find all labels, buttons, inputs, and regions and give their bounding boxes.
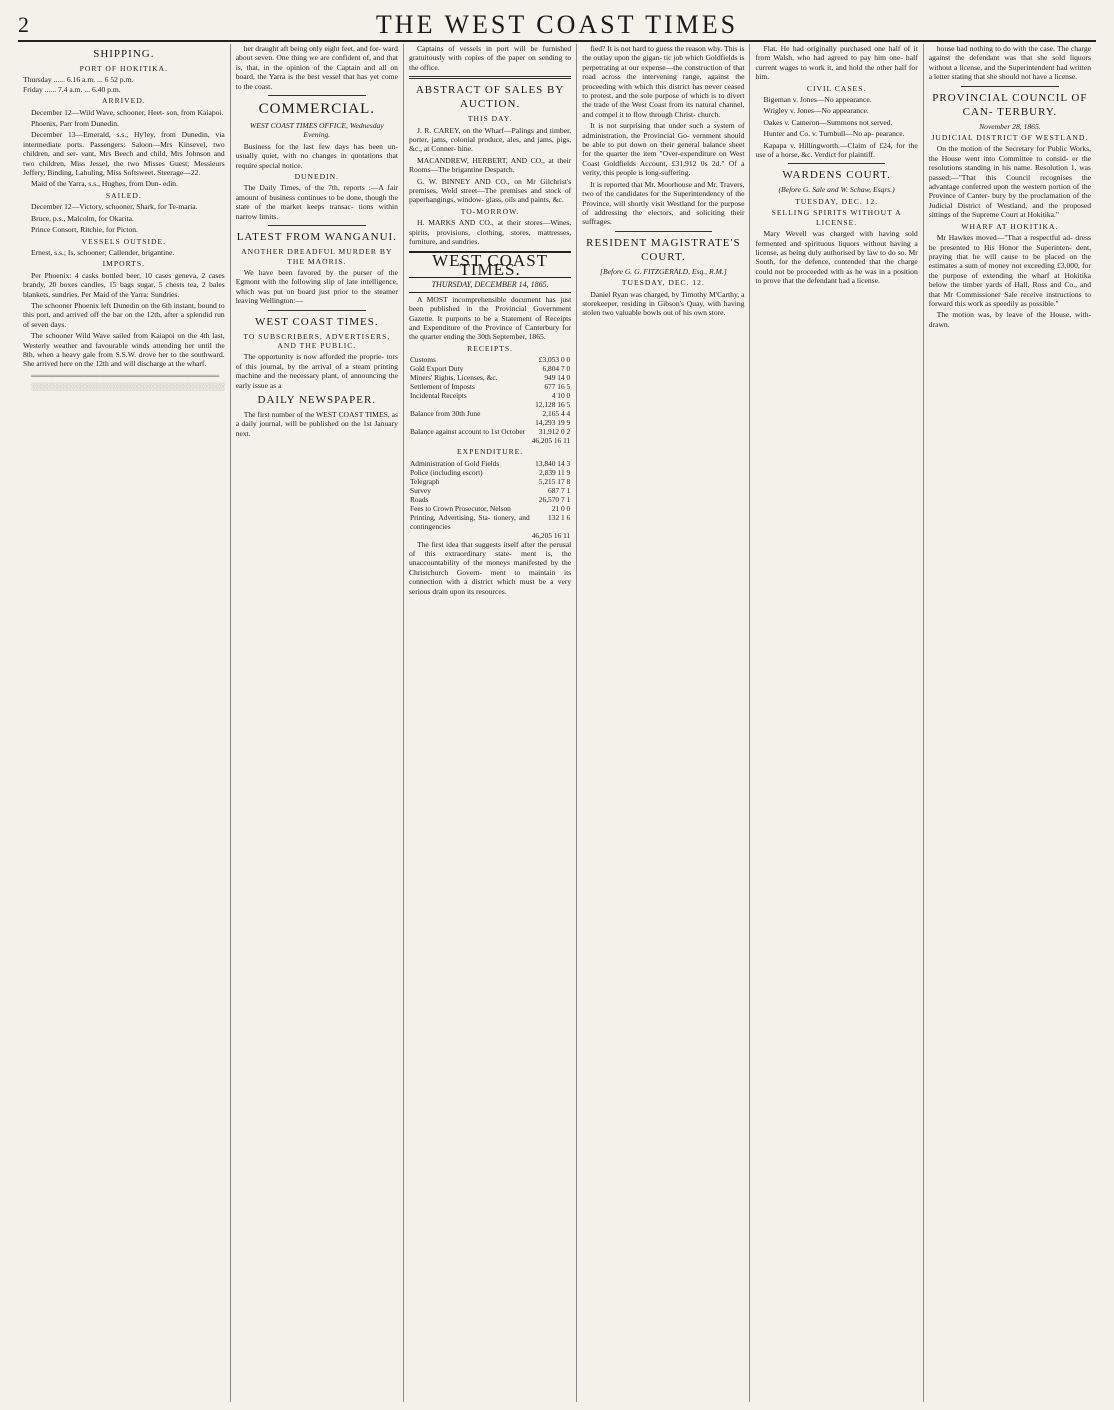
table-row [409, 418, 571, 427]
account-item: Administration of Gold Fields [409, 458, 500, 468]
account-amount: 46,205 16 11 [531, 530, 571, 540]
port-heading: PORT OF HOKITIKA. [79, 64, 169, 73]
account-amount: 6,804 7 0 [542, 364, 571, 374]
table-row [409, 477, 571, 486]
tide-row: Thursday ...... 6.16 a.m. ... 6 52 p.m. [23, 75, 134, 85]
account-amount: 2,839 11 9 [539, 467, 571, 477]
wardens-court-date: TUESDAY, DEC. 12. [795, 196, 879, 206]
expenditure-table [409, 459, 571, 540]
sailing-entry: Prince Consort, Ritchie, for Picton. [31, 225, 138, 235]
daily-newspaper-body: The first number of the WEST COAST TIMES, as a daily journal, will be published on the 1st January next. [235, 409, 398, 438]
table-row [409, 504, 571, 513]
dunedin-heading: DUNEDIN. [294, 172, 340, 182]
court-report: Flat. He had originally purchased one half of it from Walsh, who had agreed to pay him one- half current wages to work it, and hold the other half for him. [755, 44, 918, 82]
shipping-news-paragraph: The schooner Phoenix left Dunedin on the 6th instant, bound to this port, and arrived off the bar on the 12th, after a splendid run of seven days. [23, 300, 225, 329]
account-amount: 5,215 17 8 [538, 476, 571, 486]
court-report: Mary Wevell was charged with having sold fermented and spirituous liquors without having a license, as being duly authorised by law to do so. Mr South, for the defence, contended that the charge could not be proceeded with as he was in a position to prove that the defendant had a license. [755, 229, 918, 286]
sailing-entry: Bruce, p.s., Malcolm, for Okarita. [31, 213, 134, 223]
account-item: Balance from 30th June [409, 409, 481, 419]
account-item: Balance against account to 1st October [409, 427, 526, 437]
commercial-body: Business for the last few days has been un- usually quiet, with no changes in quotations that require special notice. [235, 141, 398, 170]
wardens-court-heading: WARDENS COURT. [782, 169, 891, 182]
account-amount: 26,570 7 1 [538, 494, 571, 504]
table-row [409, 513, 571, 531]
subscribers-body: The opportunity is now afforded the proprie- tors of this journal, by the arrival of a steam printing machine and the necessary plant, of announcing the early issue as a [235, 352, 398, 390]
account-item [409, 400, 530, 409]
account-amount: 949 14 0 [544, 373, 571, 383]
daily-newspaper-heading: DAILY NEWSPAPER. [257, 393, 377, 406]
auction-entry: H. MARKS AND CO., at their stores—Wines, spirits, provisions, clothing, stores, mattresses, furniture, and sundries. [408, 218, 572, 247]
page-body [18, 44, 1096, 1402]
account-item: Printing, Advertising, Sta- tionery, and contingencies [409, 512, 530, 531]
table-row [409, 436, 571, 445]
auction-entry: MACANDREW, HERBERT, AND CO., at their Rooms—The brigantine Despatch. [408, 155, 572, 175]
table-row [409, 373, 571, 382]
west-coast-times-heading: WEST COAST TIMES. [254, 315, 379, 328]
account-item: Incidental Receipts [409, 391, 467, 401]
account-amount: 677 16 5 [544, 382, 571, 392]
auction-entry: J. R. CAREY, on the Wharf—Palings and timber, porter, jams, colonial produce, ales, and jams, pigs, &c., at Conner- hine. [408, 125, 572, 154]
account-item: Telegraph [409, 476, 440, 486]
sailed-heading: SAILED. [105, 190, 142, 200]
account-item: Fees to Crown Prosecutor, Nelson [409, 503, 511, 513]
account-amount: 132 1 6 [548, 512, 571, 522]
table-row [409, 427, 571, 436]
account-amount: 12,128 16 5 [535, 400, 571, 410]
column-4 [577, 44, 750, 1402]
column-continuation: ═══════════════════════════════════ ░░░░░░░░░░░░░░░░░░░░░░░░░░░░░░░░░░░░ [31, 370, 225, 392]
provincial-council-date: November 28, 1865. [979, 121, 1041, 131]
page-number: 2 [18, 12, 29, 37]
latest-wanganui-heading: LATEST FROM WANGANUI. [236, 231, 397, 244]
subscribers-heading: TO SUBSCRIBERS, ADVERTISERS, AND THE PUBLIC. [243, 331, 391, 350]
account-item: Miners' Rights, Licenses, &c. [409, 373, 498, 383]
masthead [18, 6, 1096, 42]
tide-row: Friday ...... 7.4 a.m. ... 6.40 p.m. [23, 84, 121, 94]
account-item: Police (including escort) [409, 467, 483, 477]
imports-text: Per Phoenix: 4 casks bottled beer, 10 cases geneva, 2 cases brandy, 20 boxes candles, 15 bags sugar, 5 chests tea, 2 bales blankets, sundries. Per Maid of the Yarra: Sundries. [23, 270, 225, 299]
receipts-table [409, 355, 571, 445]
account-item [409, 531, 531, 540]
civil-case: Hunter and Co. v. Turnbull—No ap- pearance. [763, 129, 905, 139]
murder-body: We have been favored by the purser of the Egmont with the following slip of late intelligence, which was put on board just prior to the steamer leaving Wellington:— [235, 267, 398, 306]
divider [409, 76, 571, 79]
editorial-flag: WEST COAST TIMES. [409, 251, 571, 279]
table-row [409, 364, 571, 373]
table-row [409, 382, 571, 391]
editorial-dateline: THURSDAY, DECEMBER 14, 1865. [409, 280, 571, 292]
table-row [409, 495, 571, 504]
divider [268, 95, 365, 96]
account-item: Customs [409, 355, 436, 365]
shipping-heading: SHIPPING. [93, 48, 155, 60]
resident-magistrate-heading: RESIDENT MAGISTRATE'S COURT. [586, 236, 741, 263]
arrived-heading: ARRIVED. [102, 96, 146, 106]
resident-magistrate-date: TUESDAY, DEC. 12. [621, 278, 705, 288]
wharf-caption: WHARF AT HOKITIKA. [961, 221, 1059, 231]
table-row [409, 468, 571, 477]
table-row [409, 409, 571, 418]
dunedin-body: The Daily Times, of the 7th, reports :—A fair amount of business continues to be done, though the state of the market keeps transac- tions within narrow limits. [235, 183, 398, 221]
receipts-heading: RECEIPTS. [467, 343, 514, 353]
divider [788, 163, 885, 164]
table-row [409, 391, 571, 400]
leader-paragraph: A MOST incomprehensible document has just been published in the Provincial Government Gazette. It purports to be a Statement of Receipts and Expenditure of the Province of Canterbury for the quarter ending the 30th September, 1865. [408, 294, 572, 342]
column-5 [750, 44, 923, 1402]
expenditure-heading: EXPENDITURE. [456, 447, 524, 457]
leader-paragraph: It is not surprising that under such a system of administration, the Provincial Go- vernment should be able to put down on their general balance sheet for the quarter the item "Over-expenditure on West Coast Goldfields Account, £31,912 0s 2d." Of a verity, this people is long-suffering. [582, 121, 745, 178]
leader-paragraph: It is reported that Mr. Moorhouse and Mr. Travers, two of the candidates for the Superintendency of the Province, will shortly visit Westland for the purpose of addressing the electors, and soliciting their suffrages. [582, 179, 745, 227]
account-item: Survey [409, 485, 431, 495]
wardens-court-caption: SELLING SPIRITS WITHOUT A LICENSE. [771, 208, 902, 227]
court-report: Kapapa v. Hillingworth.—Claim of £24, for the use of a horse, &c. Verdict for plaintiff. [755, 140, 918, 160]
arrival-entry: Maid of the Yarra, s.s., Hughes, from Dun- edin. [31, 179, 179, 189]
arrival-entry: Phoenix, Parr from Dunedin. [31, 119, 119, 129]
table-row [409, 400, 571, 409]
provincial-council-caption: JUDICIAL DISTRICT OF WESTLAND. [931, 133, 1089, 143]
column-6 [924, 44, 1096, 1402]
account-amount: 46,205 16 11 [531, 436, 571, 446]
provincial-council-heading: PROVINCIAL COUNCIL OF CAN- TERBURY. [932, 91, 1088, 118]
account-amount: 14,293 19 9 [535, 418, 571, 428]
account-amount: 21 0 0 [551, 503, 571, 513]
divider [961, 86, 1058, 87]
account-item: Roads [409, 494, 429, 504]
account-item [409, 436, 530, 445]
civil-cases-heading: CIVIL CASES. [806, 83, 867, 93]
newspaper-title: THE WEST COAST TIMES [375, 10, 739, 39]
table-row [409, 459, 571, 468]
divider [268, 310, 365, 311]
table-row [409, 486, 571, 495]
account-item: Gold Export Duty [409, 364, 464, 374]
council-report: On the motion of the Secretary for Public Works, the House went into Committee to consid- er the resolutions standing in his name. Resolution 1, was passed:—"That this Council recognises the advantage conferred upon the western portion of the Province of Canter- bury by the proclamation of the Judicial District of Westland, and the proposed sittings of the Supreme Court at Hokitika." [928, 144, 1092, 220]
to-morrow-heading: TO-MORROW. [460, 206, 520, 216]
auction-entry: G. W. BINNEY AND CO., on Mr Gilchrist's premises, Weld street—The premises and stock of paperhangings, window- glass, oils and paints, &c. [408, 176, 572, 205]
account-amount: 31,912 0 2 [538, 427, 571, 437]
council-report: The motion was, by leave of the House, with- drawn. [928, 310, 1092, 329]
civil-case: Bigeman v. Jones—No appearance. [763, 95, 872, 105]
arrival-entry: December 13—Emerald, s.s., Hy'ley, from Dunedin, via intermediate ports. Passengers: Saloon—Mrs Kinsevel, two children, and ser- vant, Mrs Beech and child, Mrs Johnson and two children, Miss Jessel, the two Misses Guest; Messieurs Jeffery, Binding, Lahuling, Miss Softsweet. Steerage—22. [23, 130, 225, 178]
divider [268, 225, 365, 226]
divider [615, 231, 712, 232]
murder-heading: ANOTHER DREADFUL MURDER BY THE MAORIS. [241, 247, 393, 266]
court-report: house had nothing to do with the case. The charge against the defendant was that she sold liquors without a license, and the Superintendent had written a letter stating that she should not have a license. [928, 44, 1092, 82]
this-day-heading: THIS DAY. [467, 114, 513, 124]
resident-magistrate-bench: [Before G. G. FITZGERALD, Esq., R.M.] [600, 266, 727, 276]
sailing-entry: December 12—Victory, schooner, Shark, for Te-maria. [31, 202, 198, 212]
table-row [409, 531, 571, 540]
council-report: Mr Hawkes moved—"That a respectful ad- dress be presented to His Honor the Superinten- dent, praying that he will cause to be placed on the estimates a sum of money not exceeding £3,000, for the purpose of extending the wharf at Hokitika below the timber yards of Hall, Ross and Co., and that Mr Commissioner Sale receive instructions to forward this work as speedily as possible." [928, 233, 1092, 308]
column-intro: Captains of vessels in port will be furnished gratuitously with copies of the paper on sending to the office. [408, 44, 572, 72]
table-row [409, 355, 571, 364]
column-2 [231, 44, 404, 1402]
account-amount: 4 10 0 [551, 391, 571, 401]
civil-case: Oakes v. Cameron—Summons not served. [763, 117, 893, 127]
column-intro: her draught aft being only eight feet, and for- ward about seven. One thing we are confident of, and that is, that, in the opinion of the Captain and all on board, the Yarra is the best vessel that has yet come to the coast. [235, 44, 398, 91]
shipping-news-paragraph: The schooner Wild Wave sailed from Kaiapoi on the 4th last, Westerly weather and favourable winds attending her until the 8th, when a heavy gale from S.S.W. drove her to the southward. She arrived here on the 12th and will discharge at the wharf. [23, 331, 225, 369]
leader-paragraph: fied? It is not hard to guess the reason why. This is the outlay upon the gigan- tic job which Goldfields is perpetrating at our expense—the construction of that road across the intervening range, against the proceeding with which this district has never ceased to protest, and the sole purpose of which is to divert the trade of the West Coast from its natural channel, and compel it to flow through Christ- church. [582, 44, 745, 119]
column-1 [18, 44, 231, 1402]
account-amount: 2,165 4 4 [542, 409, 571, 419]
account-amount: 687 7 1 [548, 485, 571, 495]
account-item: Settlement of Imposts [409, 382, 475, 392]
account-item [409, 418, 530, 427]
imports-heading: IMPORTS. [102, 259, 146, 269]
vessels-outside-text: Ernest, s.s.; Is, schooner; Callender, brigantine. [31, 247, 175, 257]
commercial-heading: COMMERCIAL. [258, 101, 376, 118]
court-report: Daniel Ryan was charged, by Timothy M'Carthy, a storekeeper, residing in Gibson's Quay, with having stolen two valuable bowls out of his own store. [582, 289, 745, 318]
wardens-court-bench: (Before G. Sale and W. Schaw, Esqrs.) [778, 185, 895, 195]
leader-paragraph: The first idea that suggests itself after the perusal of this extraordinary state- ment is, the unaccountability of the moneys manifested by the Christchurch Govern- ment to maintain its connection with a district which must be a very serious drain upon its resources. [408, 539, 572, 596]
civil-case: Wrigley v. Jones—No appearance. [763, 106, 869, 116]
arrival-entry: December 12—Wild Wave, schooner, Heet- son, from Kaiapoi. [31, 107, 224, 117]
account-amount: £3,053 0 0 [538, 355, 571, 365]
column-3 [404, 44, 577, 1402]
auction-abstract-heading: ABSTRACT OF SALES BY AUCTION. [415, 84, 565, 111]
vessels-outside-heading: VESSELS OUTSIDE. [81, 236, 167, 246]
commercial-office-line: WEST COAST TIMES OFFICE, Wednesday Evening. [249, 121, 384, 140]
account-amount: 13,840 14 3 [535, 458, 571, 468]
